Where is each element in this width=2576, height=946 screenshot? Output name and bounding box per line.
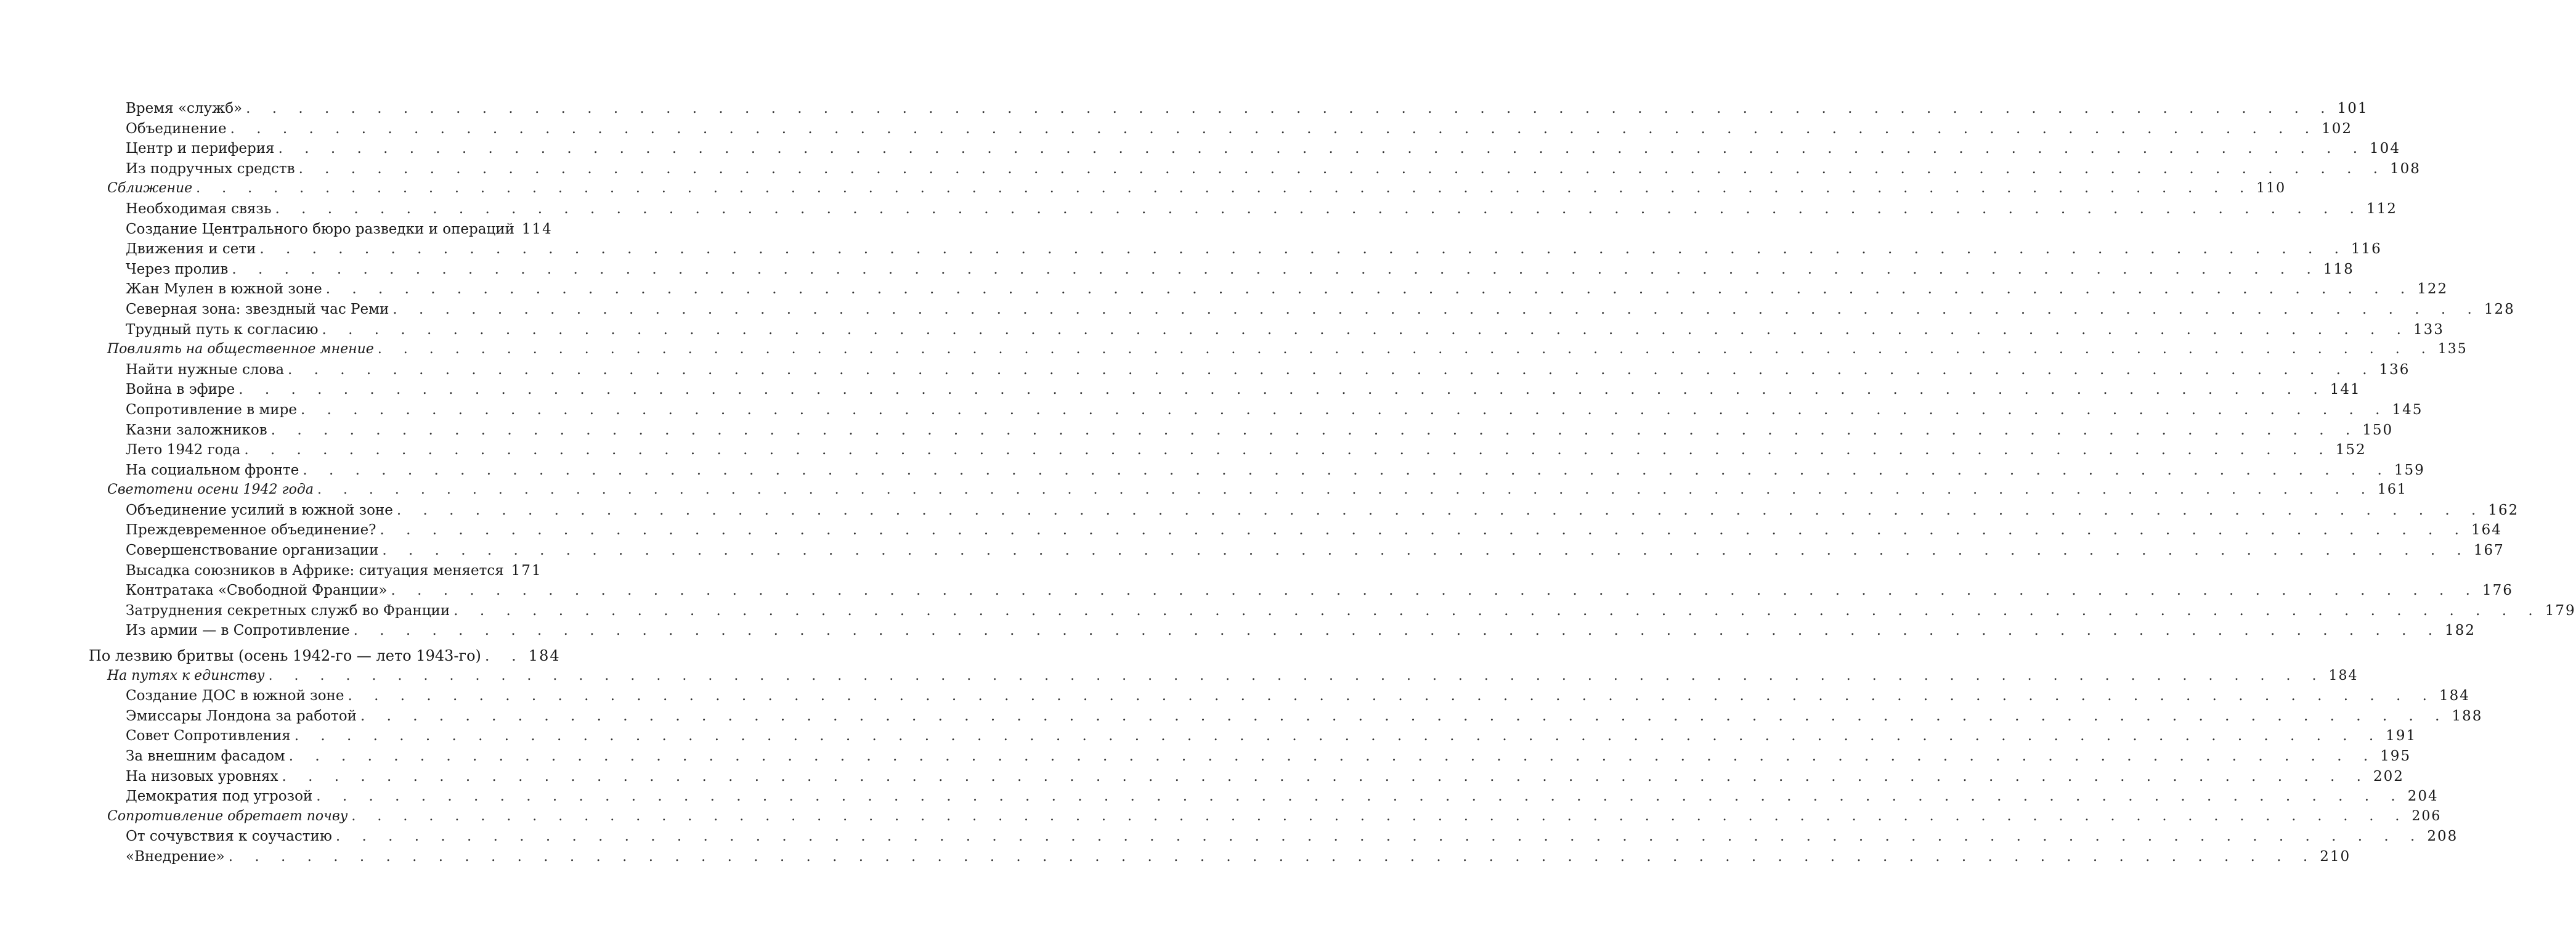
dot-leader: . . . . . . . . . . . . . . . . . . . . . . . . . . . . . . . . . . . . . . . . . . . . . . . . . . . . . . . . . . . . . . . . . . . . . . . . . . . . . . . . bbox=[392, 301, 2481, 317]
toc-entry-title: Жан Мулен в южной зоне bbox=[126, 281, 322, 298]
toc-page-number: 104 bbox=[2370, 141, 2400, 157]
dot-leader: . . . . . . . . . . . . . . . . . . . . . . . . . . . . . . . . . . . . . . . . . . . . . . . . . . . . . . . . . . . . . . . . . . . . . . . . . . . . . . . . bbox=[228, 848, 2317, 865]
dot-leader: . . . . . . . . . . . . . . . . . . . . . . . . . . . . . . . . . . . . . . . . . . . . . . . . . . . . . . . . . . . . . . . . . . . . . . . . . . . . . . . . bbox=[377, 341, 2434, 357]
toc-entry-title: Сближение bbox=[107, 181, 193, 197]
dot-leader: . . . . . . . . . . . . . . . . . . . . . . . . . . . . . . . . . . . . . . . . . . . . . . . . . . . . . . . . . . . . . . . . . . . . . . . . . . . . . . . . bbox=[347, 688, 2436, 704]
dot-leader: . . . . . . . . . . . . . . . . . . . . . . . . . . . . . . . . . . . . . . . . . . . . . . . . . . . . . . . . . . . . . . . . . . . . . . . . . . . . . . . . bbox=[453, 602, 2541, 619]
toc-entry-title: На путях к единству bbox=[107, 667, 265, 683]
toc-subsection bbox=[89, 199, 2397, 219]
toc-entry-title: Совершенствование организации bbox=[126, 542, 379, 559]
toc-subsection bbox=[89, 601, 2576, 621]
dot-leader: . . . . . . . . . . . . . . . . . . . . . . . . . . . . . . . . . . . . . . . . . . . . . . . . . . . . . . . . . . . . . . . . . . . . . . . . . . . . . . . . bbox=[294, 728, 2383, 744]
toc-page-number: 114 bbox=[521, 221, 553, 237]
toc-entry-title: Через пролив bbox=[126, 261, 229, 277]
toc-page-number: 184 bbox=[528, 647, 561, 665]
toc-entry-title: Контратака «Свободной Франции» bbox=[126, 582, 388, 599]
toc-page-number: 210 bbox=[2320, 848, 2351, 865]
toc-page-number: 102 bbox=[2322, 120, 2353, 137]
dot-leader: . . . . . . . . . . . . . . . . . . . . . . . . . . . . . . . . . . . . . . . . . . . . . . . . . . . . . . . . . . . . . . . . . . . . . . . . . . . . . . . . bbox=[380, 522, 2468, 539]
dot-leader: . . . . . . . . . . . . . . . . . . . . . . . . . . . . . . . . . . . . . . . . . . . . . . . . . . . . . . . . . . . . . . . . . . . . . . . . . . . . . . . . bbox=[246, 100, 2334, 116]
toc-page-number: 176 bbox=[2482, 582, 2513, 599]
toc-page-number: 150 bbox=[2362, 422, 2394, 438]
toc-page-number: 122 bbox=[2417, 281, 2448, 298]
toc-entry-title: Объединение bbox=[126, 120, 227, 137]
toc-page-number: 110 bbox=[2256, 181, 2286, 197]
toc-subsection bbox=[89, 706, 2483, 727]
toc-subsection bbox=[89, 239, 2382, 259]
toc-subsection bbox=[89, 520, 2502, 540]
toc-subsection bbox=[89, 259, 2354, 280]
dot-leader: . . . . . . . . . . . . . . . . . . . . . . . . . . . . . . . . . . . . . . . . . . . . . . . . . . . . . . . . . . . . . . . . . . . . . . . . . . . . . . . . bbox=[268, 667, 2325, 683]
dot-leader: . . . . . . . . . . . . . . . . . . . . . . . . . . . . . . . . . . . . . . . . . . . . . . . . . . . . . . . . . . . . . . . . . . . . . . . . . . . . . . . . bbox=[288, 361, 2376, 378]
toc-subsection bbox=[89, 561, 540, 581]
toc-subsection bbox=[89, 621, 2476, 641]
toc-page-number: 206 bbox=[2411, 808, 2442, 824]
toc-entry-title: По лезвию бритвы (осень 1942-го — лето 1943-го) bbox=[89, 647, 481, 665]
dot-leader: . . . . . . . . . . . . . . . . . . . . . . . . . . . . . . . . . . . . . . . . . . . . . . . . . . . . . . . . . . . . . . . . . . . . . . . . . . . . . . . . bbox=[325, 281, 2414, 298]
toc-page-number: 182 bbox=[2445, 622, 2476, 639]
toc-page-number: 167 bbox=[2473, 542, 2505, 559]
toc-page-number: 101 bbox=[2337, 100, 2368, 116]
toc-page-number: 202 bbox=[2373, 768, 2404, 785]
toc-subsection bbox=[89, 440, 2367, 460]
toc-page-number: 145 bbox=[2392, 401, 2423, 418]
toc-page-number: 195 bbox=[2380, 748, 2411, 764]
toc-page-number: 108 bbox=[2390, 160, 2421, 177]
toc-subsection bbox=[89, 99, 2368, 119]
toc-section bbox=[89, 807, 2442, 827]
toc-subsection bbox=[89, 460, 2425, 481]
toc-page-number: 184 bbox=[2328, 667, 2359, 683]
toc-entry-title: Необходимая связь bbox=[126, 200, 272, 217]
toc-section bbox=[89, 179, 2286, 199]
toc-subsection bbox=[89, 786, 2439, 807]
dot-leader: . . . . . . . . . . . . . . . . . . . . . . . . . . . . . . . . . . . . . . . . . . . . . . . . . . . . . . . . . . . . . . . . . . . . . . . . . . . . . . . . bbox=[270, 422, 2359, 438]
dot-leader: . . . . . . . . . . . . . . . . . . . . . . . . . . . . . . . . . . . . . . . . . . . . . . . . . . . . . . . . . . . . . . . . . . . . . . . . . . . . . . . . bbox=[196, 181, 2253, 197]
toc-page-number: 184 bbox=[2439, 688, 2470, 704]
toc-entry-title: Высадка союзников в Африке: ситуация меняется bbox=[126, 562, 504, 579]
table-of-contents bbox=[89, 99, 2576, 867]
toc-page-number: 135 bbox=[2437, 341, 2468, 357]
toc-section bbox=[89, 666, 2359, 687]
dot-leader: . . . . . . . . . . . . . . . . . . . . . . . . . . . . . . . . . . . . . . . . . . . . . . . . . . . . . . . . . . . . . . . . . . . . . . . . . . . . . . . . bbox=[238, 381, 2326, 398]
toc-page-number: 191 bbox=[2386, 728, 2417, 744]
dot-leader: . . . . . . . . . . . . . . . . . . . . . . . . . . . . . . . . . . . . . . . . . . . . . . . . . . . . . . . . . . . . . . . . . . . . . . . . . . . . . . . . bbox=[230, 120, 2318, 137]
toc-subsection bbox=[89, 746, 2411, 767]
toc-entry-title: Лето 1942 года bbox=[126, 442, 241, 459]
toc-subsection bbox=[89, 400, 2423, 420]
toc-entry-title: Совет Сопротивления bbox=[126, 728, 291, 744]
toc-subsection bbox=[89, 320, 2444, 340]
toc-page-number: 208 bbox=[2427, 828, 2458, 845]
toc-subsection bbox=[89, 767, 2404, 787]
toc-entry-title: Повлиять на общественное мнение bbox=[107, 341, 374, 357]
toc-page-number: 128 bbox=[2484, 301, 2515, 317]
toc-page-number: 133 bbox=[2413, 321, 2444, 338]
toc-page-number: 152 bbox=[2335, 442, 2367, 459]
toc-subsection bbox=[89, 500, 2519, 521]
toc-entry-title: Найти нужные слова bbox=[126, 361, 285, 378]
toc-page-number: 116 bbox=[2350, 241, 2382, 258]
dot-leader: . . . . . . . . . . . . . . . . . . . . . . . . . . . . . . . . . . . . . . . . . . . . . . . . . . . . . . . . . . . . . . . . . . . . . . . . . . . . . . . . bbox=[298, 160, 2387, 177]
toc-subsection bbox=[89, 540, 2505, 561]
dot-leader: . . . . . . . . . . . . . . . . . . . . . . . . . . . . . . . . . . . . . . . . . . . . . . . . . . . . . . . . . . . . . . . . . . . . . . . . . . . . . . . . bbox=[303, 462, 2391, 478]
toc-entry-title: Из армии — в Сопротивление bbox=[126, 622, 350, 639]
toc-entry-title: Центр и периферия bbox=[126, 141, 275, 157]
toc-subsection bbox=[89, 119, 2353, 139]
toc-entry-title: Светотени осени 1942 года bbox=[107, 482, 314, 498]
toc-page-number: 162 bbox=[2488, 502, 2519, 518]
dot-leader: . . . . . . . . . . . . . . . . . . . . . . . . . . . . . . . . . . . . . . . . . . . . . . . . . . . . . . . . . . . . . . . . . . . . . . . . . . . . . . . . bbox=[322, 321, 2410, 338]
toc-entry-title: Создание Центрального бюро разведки и операций bbox=[126, 221, 514, 237]
toc-subsection bbox=[89, 380, 2361, 400]
toc-entry-title: Северная зона: звездный час Реми bbox=[126, 301, 389, 317]
toc-entry-title: Казни заложников bbox=[126, 422, 267, 438]
toc-subsection bbox=[89, 139, 2400, 159]
toc-entry-title: Сопротивление обретает почву bbox=[107, 808, 348, 824]
toc-entry-title: Объединение усилий в южной зоне bbox=[126, 502, 393, 518]
dot-leader: . . . . . . . . . . . . . . . . . . . . . . . . . . . . . . . . . . . . . . . . . . . . . . . . . . . . . . . . . . . . . . . . . . . . . . . . . . . . . . . . bbox=[282, 768, 2370, 785]
toc-entry-title: Трудный путь к согласию bbox=[126, 321, 319, 338]
dot-leader: . . . . . . . . . . . . . . . . . . . . . . . . . . . . . . . . . . . . . . . . . . . . . . . . . . . . . . . . . . . . . . . . . . . . . . . . . . . . . . . . bbox=[275, 200, 2363, 217]
toc-page-number: 161 bbox=[2377, 482, 2407, 498]
toc-subsection bbox=[89, 159, 2421, 179]
dot-leader: . . . . . . . . . . . . . . . . . . . . . . . . . . . . . . . . . . . . . . . . . . . . . . . . . . . . . . . . . . . . . . . . . . . . . . . . . . . . . . . . bbox=[391, 582, 2479, 599]
toc-entry-title: Война в эфире bbox=[126, 381, 235, 398]
dot-leader: . . . . . . . . . . . . . . . . . . . . . . . . . . . . . . . . . . . . . . . . . . . . . . . . . . . . . . . . . . . . . . . . . . . . . . . . . . . . . . . . bbox=[316, 788, 2404, 805]
dot-leader: . . bbox=[484, 647, 525, 665]
toc-entry-title: Затруднения секретных служб во Франции bbox=[126, 602, 450, 619]
toc-section bbox=[89, 340, 2468, 360]
dot-leader: . . . . . . . . . . . . . . . . . . . . . . . . . . . . . . . . . . . . . . . . . . . . . . . . . . . . . . . . . . . . . . . . . . . . . . . . . . . . . . . . bbox=[351, 808, 2408, 824]
dot-leader: . . . . . . . . . . . . . . . . . . . . . . . . . . . . . . . . . . . . . . . . . . . . . . . . . . . . . . . . . . . . . . . . . . . . . . . . . . . . . . . . bbox=[259, 241, 2347, 258]
toc-entry-title: На социальном фронте bbox=[126, 462, 299, 478]
toc-page-number: 159 bbox=[2394, 462, 2425, 478]
dot-leader: . . . . . . . . . . . . . . . . . . . . . . . . . . . . . . . . . . . . . . . . . . . . . . . . . . . . . . . . . . . . . . . . . . . . . . . . . . . . . . . . bbox=[232, 261, 2320, 277]
toc-subsection bbox=[89, 826, 2458, 847]
toc-entry-title: Создание ДОС в южной зоне bbox=[126, 688, 344, 704]
dot-leader: . . . . . . . . . . . . . . . . . . . . . . . . . . . . . . . . . . . . . . . . . . . . . . . . . . . . . . . . . . . . . . . . . . . . . . . . . . . . . . . . bbox=[335, 828, 2424, 845]
toc-entry-title: Время «служб» bbox=[126, 100, 243, 116]
dot-leader: . . . . . . . . . . . . . . . . . . . . . . . . . . . . . . . . . . . . . . . . . . . . . . . . . . . . . . . . . . . . . . . . . . . . . . . . . . . . . . . . bbox=[396, 502, 2485, 518]
toc-section bbox=[89, 480, 2407, 500]
toc-page-number: 188 bbox=[2452, 707, 2483, 724]
toc-page-number: 179 bbox=[2545, 602, 2576, 619]
dot-leader: . . . . . . . . . . . . . . . . . . . . . . . . . . . . . . . . . . . . . . . . . . . . . . . . . . . . . . . . . . . . . . . . . . . . . . . . . . . . . . . . bbox=[353, 622, 2442, 639]
toc-page-number: 164 bbox=[2471, 522, 2502, 539]
dot-leader: . . . . . . . . . . . . . . . . . . . . . . . . . . . . . . . . . . . . . . . . . . . . . . . . . . . . . . . . . . . . . . . . . . . . . . . . . . . . . . . . bbox=[317, 482, 2374, 498]
dot-leader: . . . . . . . . . . . . . . . . . . . . . . . . . . . . . . . . . . . . . . . . . . . . . . . . . . . . . . . . . . . . . . . . . . . . . . . . . . . . . . . . bbox=[382, 542, 2470, 559]
toc-entry-title: «Внедрение» bbox=[126, 848, 225, 865]
toc-page-number: 171 bbox=[511, 562, 542, 579]
toc-entry-title: Преждевременное объединение? bbox=[126, 522, 376, 539]
toc-entry-title: Движения и сети bbox=[126, 241, 256, 258]
toc-subsection bbox=[89, 726, 2417, 746]
toc-page-number: 141 bbox=[2330, 381, 2361, 398]
toc-entry-title: Из подручных средств bbox=[126, 160, 295, 177]
toc-page-number: 118 bbox=[2323, 261, 2354, 277]
toc-chapter bbox=[89, 646, 561, 666]
dot-leader: . . . . . . . . . . . . . . . . . . . . . . . . . . . . . . . . . . . . . . . . . . . . . . . . . . . . . . . . . . . . . . . . . . . . . . . . . . . . . . . . bbox=[278, 141, 2367, 157]
toc-subsection bbox=[89, 686, 2470, 706]
toc-entry-title: Эмиссары Лондона за работой bbox=[126, 707, 357, 724]
dot-leader: . . . . . . . . . . . . . . . . . . . . . . . . . . . . . . . . . . . . . . . . . . . . . . . . . . . . . . . . . . . . . . . . . . . . . . . . . . . . . . . . bbox=[300, 401, 2389, 418]
toc-subsection bbox=[89, 360, 2410, 380]
toc-entry-title: За внешним фасадом bbox=[126, 748, 285, 764]
toc-page-number: 136 bbox=[2379, 361, 2410, 378]
dot-leader: . . . . . . . . . . . . . . . . . . . . . . . . . . . . . . . . . . . . . . . . . . . . . . . . . . . . . . . . . . . . . . . . . . . . . . . . . . . . . . . . bbox=[360, 707, 2448, 724]
toc-page-number: 112 bbox=[2366, 200, 2397, 217]
toc-entry-title: Сопротивление в мире bbox=[126, 401, 297, 418]
toc-subsection bbox=[89, 420, 2394, 441]
toc-entry-title: От сочувствия к соучастию bbox=[126, 828, 332, 845]
toc-entry-title: На низовых уровнях bbox=[126, 768, 278, 785]
toc-subsection bbox=[89, 279, 2448, 300]
toc-subsection bbox=[89, 581, 2513, 601]
toc-subsection bbox=[89, 300, 2515, 320]
dot-leader: . . . . . . . . . . . . . . . . . . . . . . . . . . . . . . . . . . . . . . . . . . . . . . . . . . . . . . . . . . . . . . . . . . . . . . . . . . . . . . . . bbox=[288, 748, 2377, 764]
toc-subsection bbox=[89, 219, 553, 240]
toc-entry-title: Демократия под угрозой bbox=[126, 788, 313, 805]
toc-page-number: 204 bbox=[2407, 788, 2439, 805]
dot-leader: . . . . . . . . . . . . . . . . . . . . . . . . . . . . . . . . . . . . . . . . . . . . . . . . . . . . . . . . . . . . . . . . . . . . . . . . . . . . . . . . bbox=[244, 442, 2332, 459]
toc-subsection bbox=[89, 847, 2351, 867]
